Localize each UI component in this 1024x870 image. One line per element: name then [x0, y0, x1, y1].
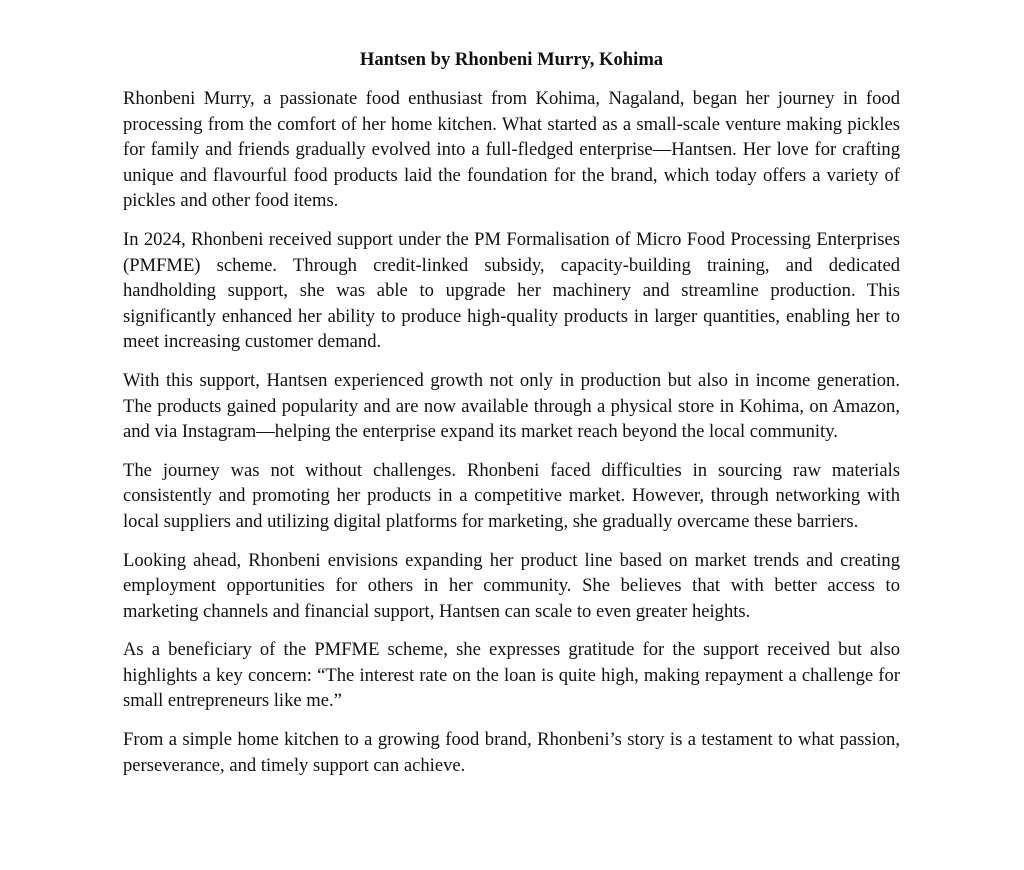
paragraph-challenges: The journey was not without challenges. Rhonbeni faced difficulties in sourcing raw materials consistently and promoting her products in a competitive market. However, through networking with local suppliers and utilizing digital platforms for marketing, she gradually overcame these barriers. — [123, 459, 900, 532]
paragraph-future-plans: Looking ahead, Rhonbeni envisions expanding her product line based on market trends and creating employment opportunities for others in her community. She believes that with better access to marketing channels and financial support, Hantsen can scale to even greater heights. — [123, 549, 900, 622]
paragraph-conclusion: From a simple home kitchen to a growing food brand, Rhonbeni’s story is a testament to what passion, perseverance, and timely support can achieve. — [123, 729, 900, 776]
document-page — [123, 46, 900, 778]
paragraph-pmfme-support: In 2024, Rhonbeni received support under the PM Formalisation of Micro Food Processing Enterprises (PMFME) scheme. Through credit-linked subsidy, capacity-building training, and dedicated handholding support, she was able to upgrade her machinery and streamline production. This significantly enhanced her ability to produce high-quality products in larger quantities, enabling her to meet increasing customer demand. — [123, 228, 900, 353]
paragraph-beneficiary-concern: As a beneficiary of the PMFME scheme, she expresses gratitude for the support received but also highlights a key concern: “The interest rate on the loan is quite high, making repayment a challenge for small entrepreneurs like me.” — [123, 639, 900, 712]
document-title: Hantsen by Rhonbeni Murry, Kohima — [359, 49, 664, 70]
paragraph-growth: With this support, Hantsen experienced growth not only in production but also in income generation. The products gained popularity and are now available through a physical store in Kohima, on Amazon, and via Instagram—helping the enterprise expand its market reach beyond the local community. — [123, 369, 900, 443]
paragraph-origin: Rhonbeni Murry, a passionate food enthusiast from Kohima, Nagaland, began her journey in food processing from the comfort of her home kitchen. What started as a small-scale venture making pickles for family and friends gradually evolved into a full-fledged enterprise—Hantsen. Her love for crafting unique and flavourful food products laid the foundation for the brand, which today offers a variety of pickles and other food items. — [123, 88, 900, 212]
